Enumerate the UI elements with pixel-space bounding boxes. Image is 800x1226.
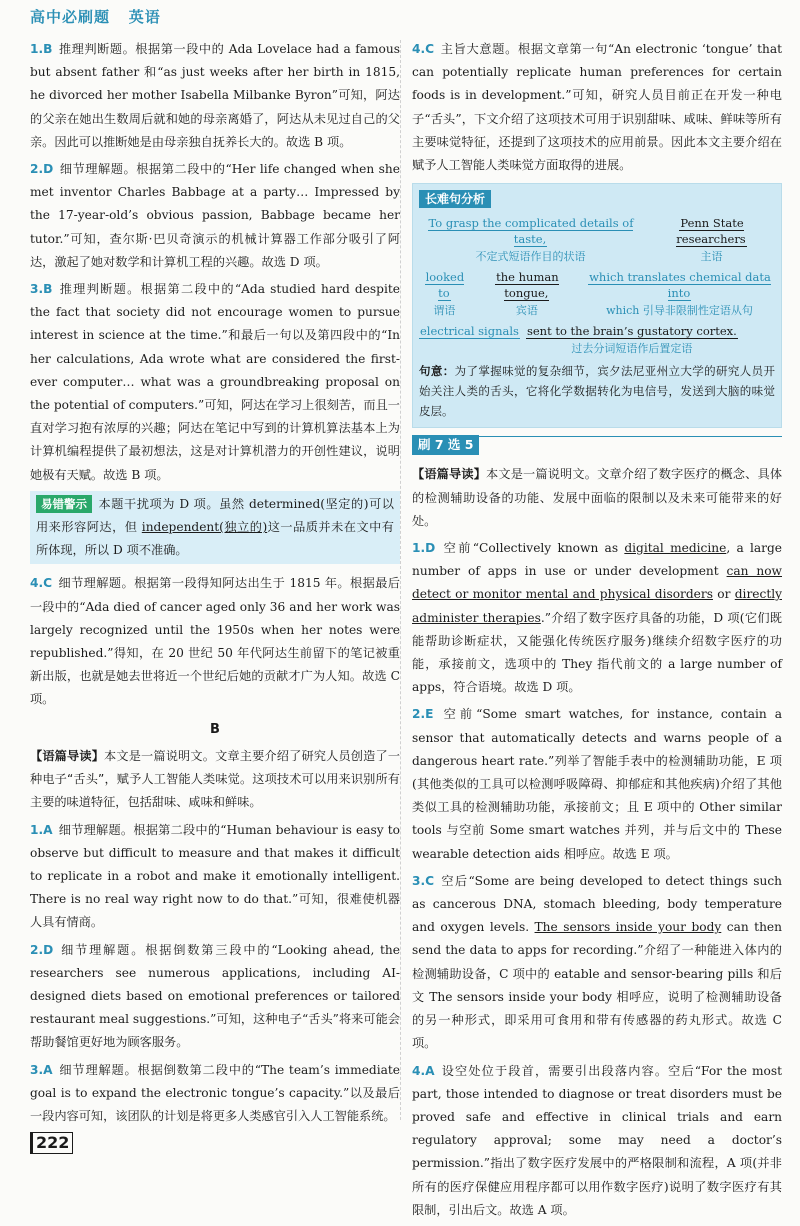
answer-item (412, 703, 782, 865)
answer-item (30, 572, 400, 711)
item-number: 3.A (30, 1062, 53, 1077)
item-number: 2.D (30, 942, 54, 957)
sentence-segment: sent to the brain’s gustatory cortex. 过去分词短语作后置定语 (526, 324, 737, 356)
answer-item (30, 38, 400, 154)
page-header (30, 6, 161, 27)
warning-box (30, 491, 400, 565)
warning-underline: independent(独立的) (141, 520, 268, 535)
exercise-bar (412, 436, 782, 459)
item-number: 4.C (30, 576, 53, 591)
answer-text: 推理判断题。根据第二段中的“Ada studied hard despite the fact that society did not encourage women to pursue interest in science at the time.”和最后一句以及第四段中的“In her calculations, Ada wrote what are considered the first-ever computer… what was a groundbreaking proposal on the potential of computers.”可知，阿达在学习上很刻苦，而且一直对学习抱有浓厚的兴趣；阿达在笔记中写到的计算机算法基本上为计算机编程提供了最初想法，这是对计算机潜力的开创性建议，说明她极有天赋。故选 B 项。 (30, 282, 400, 482)
warning-tag: 易错警示 (36, 495, 92, 513)
long-sentence-analysis (412, 183, 782, 428)
section-title: B (210, 721, 220, 737)
answer-text: 细节理解题。根据第二段中的“Her life changed when she met inventor Charles Babbage at a party… Impressed by the 17-year-old’s obvious passion, Babbage became her tutor.”可知，查尔斯·巴贝奇演示的机械计算器工作部分吸引了阿达，激起了她对数学和计算机工程的兴趣。故选 D 项。 (30, 162, 400, 269)
passage-guide (30, 745, 400, 815)
answer-item: 1.D 空前“Collectively known as digital medicine, a large number of apps in use or under development can now detect or monitor mental and physical disorders or directly administer therapies.”介绍了数字医疗具备的功能，D 项(它们既能帮助诊断症状，又能强化传统医疗服务)继续介绍数字医疗的功能，承接前文，选项中的 They 指代前文的 a large number of apps，符合语境。故选 D 项。 (412, 541, 782, 695)
answer-item (30, 1059, 400, 1129)
answer-item: 3.C 空后“Some are being developed to detect things such as cancerous DNA, stomach bleeding, body temperature and oxygen levels. The sensors inside your body can then send the data to apps for recording.”介绍了一种能进入体内的检测辅助设备，C 项中的 eatable and sensor-bearing pills 和后文 The sensors inside your body 相呼应，说明了检测辅助设备的另一种形式，即采用可食用和带有传感器的药丸形式。故选 C 项。 (412, 873, 782, 1051)
sentence-segment: looked to 谓语 (425, 270, 465, 318)
column-divider (400, 40, 401, 1120)
answer-text: 主旨大意题。根据文章第一句“An electronic ‘tongue’ that can potentially replicate human preferences for certain foods is in development.”可知，研究人员目前正在开发一种电子“舌头”，下文介绍了这项技术可用于识别甜味、咸味、鲜味等所有主要味觉特征，还提到了这项技术的应用前景。因此本文主要介绍在赋予人工智能人类味觉方面取得的进展。 (412, 42, 782, 173)
guide-text: 本文是一篇说明文。文章主要介绍了研究人员创造了一种电子“舌头”，赋予人工智能人类味觉。这项技术可以用来识别所有主要的味道特征，包括甜味、咸味和鲜味。 (30, 748, 401, 810)
warning-text-1: 本题干扰项为 D 项。虽然 determined(坚定的)可以用来形容阿达，但 (36, 496, 394, 535)
answer-text: 细节理解题。根据倒数第二段中的“The team’s immediate goal is to expand the electronic tongue’s capacity.”以及最后一段内容可知，该团队的计划是将更多人类感官引入人工智能系统。 (30, 1062, 400, 1123)
item-number: 4.A (412, 1063, 435, 1078)
answer-text: 细节理解题。根据第二段中的“Human behaviour is easy to observe but difficult to measure and that makes it difficult to replicate in a robot and make it emotionally intelligent. There is no real way right now to do that.”可知，很难使机器人具有情商。 (30, 822, 400, 930)
sentence-segment: the human tongue, 宾语 (496, 270, 559, 318)
answer-text: 推理判断题。根据第一段中的 Ada Lovelace had a famous but absent father 和“as just weeks after her birth in 1815, he divorced her mother Isabella Milbanke Byron”可知，阿达的父亲在她出生数周后就和她的母亲离婚了，阿达从未见过自己的父亲。因此可以推断她是由母亲独自抚养长大的。故选 B 项。 (30, 42, 400, 149)
answer-item (30, 939, 400, 1055)
answer-item (30, 819, 400, 935)
item-number: 1.B (30, 42, 53, 56)
left-column (30, 38, 400, 1132)
translation-text: 为了掌握味觉的复杂细节，宾夕法尼亚州立大学的研究人员开始关注人类的舌头，它将化学数据转化为电信号，发送到大脑的味觉皮层。 (419, 364, 775, 419)
item-number: 4.C (412, 42, 435, 56)
exercise-tag: 刷 7 选 5 (412, 435, 479, 455)
guide-label: 【语篇导读】 (30, 748, 105, 763)
answer-text: 细节理解题。根据倒数第三段中的“Looking ahead, the researchers see numerous applications, including AI-designed diets based on emotional preferences or tailored restaurant meal suggestions.”可知，这种电子“舌头”将来可能会帮助餐馆更好地为顾客服务。 (30, 942, 400, 1050)
sentence-segment: electrical signals (420, 324, 519, 339)
book-title: 高中必刷题 (30, 8, 111, 26)
answer-text: 细节理解题。根据第一段得知阿达出生于 1815 年。根据最后一段中的“Ada died of cancer aged only 36 and her work was largely recognized until the 1950s when her notes were republished.”得知，在 20 世纪 50 年代阿达生前留下的笔记被重新出版，也就是她去世将近一个世纪后她的贡献才广为人知。故选 C 项。 (30, 576, 400, 707)
item-number: 1.D (412, 541, 436, 556)
sentence-segment: which translates chemical data into which 引导非限制性定语从句 (589, 270, 771, 318)
sentence-segment: Penn State researchers 主语 (676, 216, 746, 264)
answer-item (412, 38, 782, 177)
sentence-segment: To grasp the complicated details of taste, 不定式短语作目的状语 (428, 216, 634, 264)
analysis-row (419, 215, 775, 265)
guide-text: 本文是一篇说明文。文章介绍了数字医疗的概念、具体的检测辅助设备的功能、发展中面临的限制以及未来可能带来的好处。 (412, 467, 783, 528)
right-column (412, 38, 782, 1226)
page-number: 222 (30, 1132, 73, 1154)
analysis-row (419, 269, 775, 319)
guide-label: 【语篇导读】 (412, 467, 487, 482)
answer-text: 设空处位于段首，需要引出段落内容。空后“For the most part, those intended to diagnose or treat disorders must be proved safe and effective in clinical trials and earn regulatory approval; some may need a doctor’s permission.”指出了数字医疗发展中的严格限制和流程，A 项(并非所有的医疗保健应用程序都可以用作数字医疗)说明了数字医疗有其限制，引出后文。故选 A 项。 (412, 1063, 782, 1217)
translation-label: 句意： (419, 364, 455, 379)
item-number: 1.A (30, 822, 53, 837)
item-number: 2.E (412, 707, 434, 722)
item-number: 2.D (30, 162, 54, 177)
analysis-title: 长难句分析 (419, 190, 491, 208)
subject-label: 英语 (128, 8, 161, 26)
answer-item (30, 158, 400, 274)
analysis-row (419, 323, 775, 357)
answer-item (30, 278, 400, 487)
warning-text-2: 这一品质并未在文中有所体现，所以 D 项不准确。 (36, 520, 394, 558)
item-number: 3.C (412, 873, 435, 888)
sentence-translation (419, 361, 775, 421)
passage-guide (412, 463, 782, 533)
answer-text: 空前“Some smart watches, for instance, contain a sensor that automatically detects and warns people of a dangerous heart rate.”列举了智能手表中的检测辅助功能，E 项(其他类似的工具可以检测呼吸障碍、抑郁症和其他疾病)介绍了其他类似工具的检测辅助功能，承接前文；且 E 项中的 Other similar tools 与空前 Some smart watches 并列，并与后文中的 These wearable detection aids 相呼应。故选 E 项。 (412, 707, 782, 861)
item-number: 3.B (30, 282, 53, 297)
answer-item (412, 1060, 782, 1222)
